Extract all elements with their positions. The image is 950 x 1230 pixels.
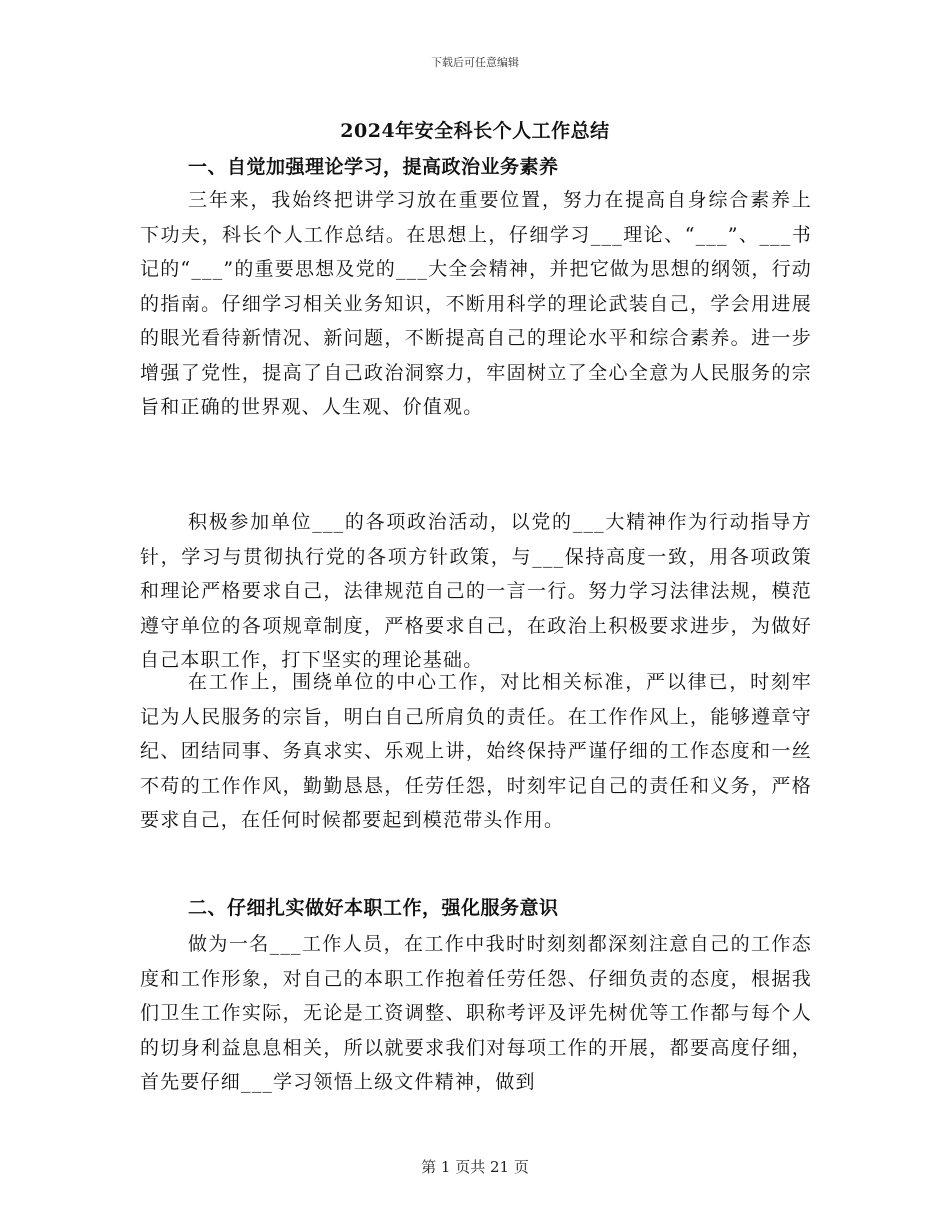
paragraph: 三年来，我始终把讲学习放在重要位置，努力在提高自身综合素养上下功夫，科长个人工作总结。在思想上，仔细学习___理论、“___”、___书记的“___”的重要思想及党的___大全会精神，并把它做为思想的纲领，行动的指南。仔细学习相关业务知识，不断用科学的理论武装自己，学会用进展的眼光看待新情况、新问题，不断提高自己的理论水平和综合素养。进一步增强了党性，提高了自己政治洞察力，牢固树立了全心全意为人民服务的宗旨和正确的世界观、人生观、价值观。 — [140, 189, 812, 418]
header-note: 下载后可任意编辑 — [431, 56, 519, 69]
document-title: 2024年安全科长个人工作总结 — [340, 120, 610, 142]
section-heading-1: 一、自觉加强理论学习，提高政治业务素养 — [188, 156, 559, 178]
page-footer: 第 1 页共 21 页 — [421, 1158, 529, 1176]
paragraph: 做为一名___工作人员，在工作中我时时刻刻都深刻注意自己的工作态度和工作形象，对自己的本职工作抱着任劳任怨、仔细负责的态度，根据我们卫生工作实际，无论是工资调整、职称考评及评先树优等工作都与每个人的切身利益息息相关，所以就要求我们对每项工作的开展，都要高度仔细，首先要仔细___学习领悟上级文件精神，做到 — [140, 933, 812, 1093]
paragraph: 积极参加单位___的各项政治活动，以党的___大精神作为行动指导方针，学习与贯彻执行党的各项方针政策，与___保持高度一致，用各项政策和理论严格要求自己，法律规范自己的一言一行。努力学习法律法规，模范遵守单位的各项规章制度，严格要求自己，在政治上积极要求进步，为做好自己本职工作，打下坚实的理论基础。 — [140, 511, 812, 671]
section-heading-2: 二、仔细扎实做好本职工作，强化服务意识 — [188, 897, 559, 919]
paragraph: 在工作上，围绕单位的中心工作，对比相关标准，严以律已，时刻牢记为人民服务的宗旨，明白自己所肩负的责任。在工作作风上，能够遵章守纪、团结同事、务真求实、乐观上讲，始终保持严谨仔细的工作态度和一丝不苟的工作作风，勤勤恳恳，任劳任怨，时刻牢记自己的责任和义务，严格要求自己，在任何时候都要起到模范带头作用。 — [140, 671, 812, 831]
